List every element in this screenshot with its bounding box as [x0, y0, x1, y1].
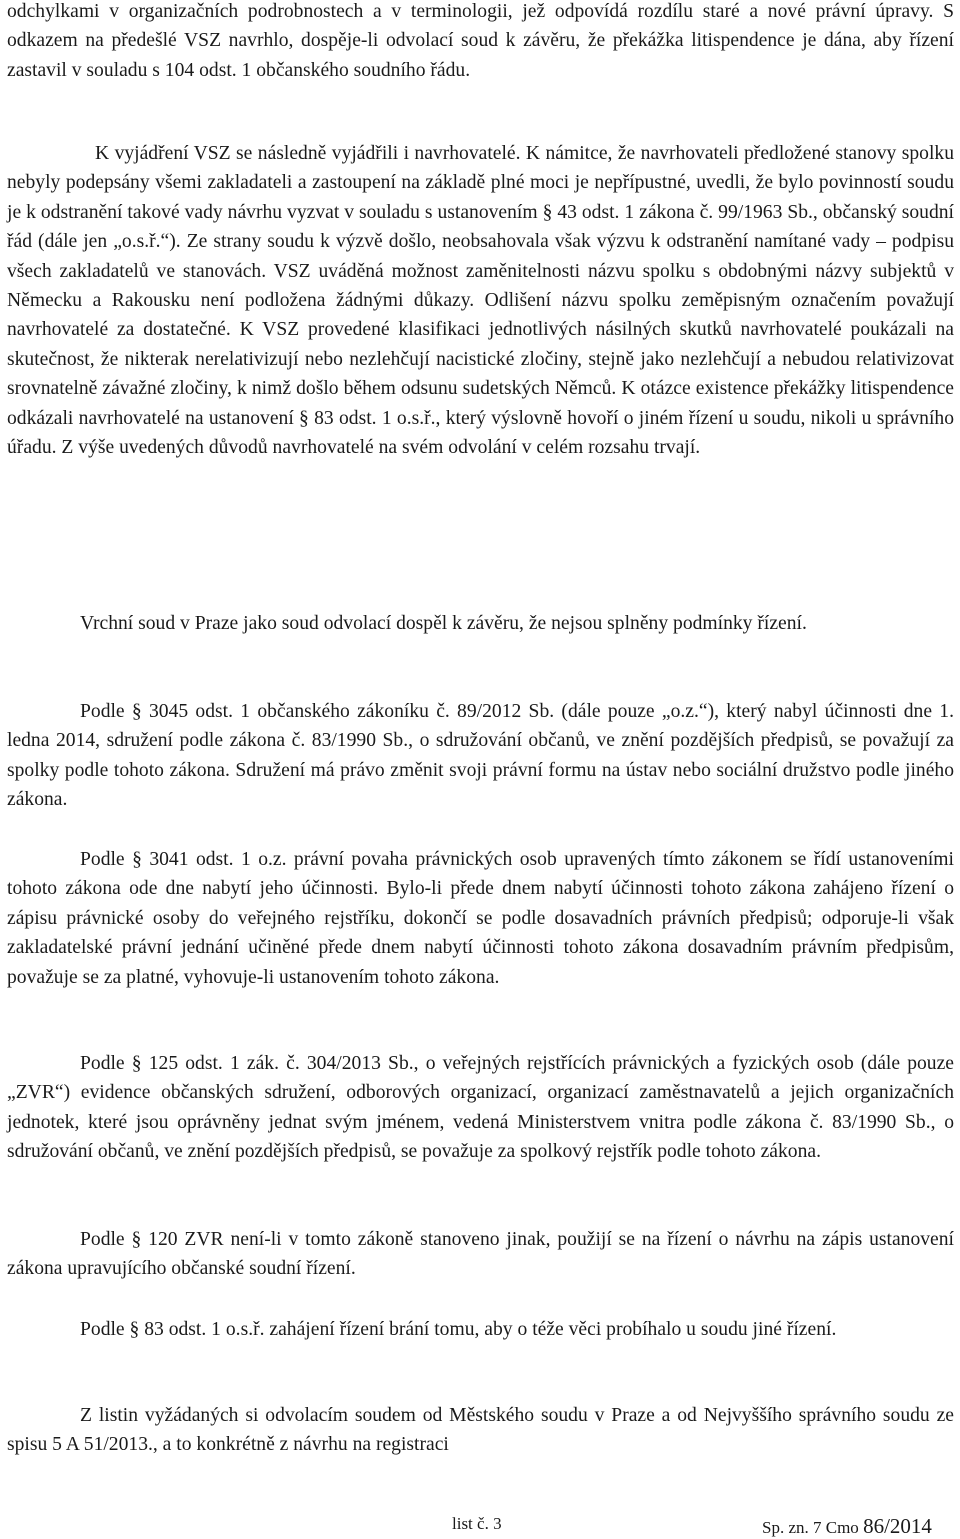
paragraph-par-125: Podle § 125 odst. 1 zák. č. 304/2013 Sb., o veřejných rejstřících právnických a fyzických osob (dále pouze „ZVR“) evidence občanských sdružení, odborových organizací, organizací zaměstnavatelů a jejich organizačních jednotek, které jsou oprávněny jednat svým jménem, vedená Ministerstvem vnitra podle zákona č. 83/1990 Sb., o sdružování občanů, ve znění pozdějších předpisů, se považuje za spolkový rejstřík podle tohoto zákona. — [7, 1053, 954, 1163]
paragraph-par-120: Podle § 120 ZVR není-li v tomto zákoně stanoveno jinak, použijí se na řízení o návrhu na zápis ustanovení zákona upravujícího občanské soudní řízení. — [7, 1229, 954, 1280]
paragraph-par-83: Podle § 83 odst. 1 o.s.ř. zahájení řízení brání tomu, aby o téže věci probíhalo u soudu jiné řízení. — [80, 1319, 837, 1340]
page-number: list č. 3 — [452, 1514, 502, 1533]
case-reference-prefix: Sp. zn. 7 Cmo — [762, 1518, 864, 1537]
paragraph-par-3041: Podle § 3041 odst. 1 o.z. právní povaha právnických osob upravených tímto zákonem se řídí ustanoveními tohoto zákona ode dne nabytí jeho účinnosti. Bylo-li přede dnem nabytí účinnosti tohoto zákona zahájeno řízení o zápisu právnické osoby do veřejného rejstříku, dokončí se podle dosavadních právních předpisů; odporuje-li však zakladatelské právní jednání učiněné přede dnem nabytí účinnosti tohoto zákona dosavadním právním předpisům, považuje se za platné, vyhovuje-li ustanovením tohoto zákona. — [7, 849, 954, 988]
paragraph-continuation: odchylkami v organizačních podrobnostech a v terminologii, jež odpovídá rozdílu staré a nové právní úpravy. S odkazem na předešlé VSZ navrhlo, dospěje-li odvolací soud k závěru, že překážka litispendence je dána, aby řízení zastavil v souladu s 104 odst. 1 občanského soudního řádu. — [7, 1, 954, 81]
paragraph-zaver-soudu: Vrchní soud v Praze jako soud odvolací dospěl k závěru, že nejsou splněny podmínky řízení. — [80, 613, 807, 634]
page-footer — [0, 1512, 960, 1538]
case-reference — [762, 1514, 932, 1539]
case-reference-number: 86/2014 — [863, 1514, 932, 1538]
paragraph-navrhovatele-vyjadreni: K vyjádření VSZ se následně vyjádřili i navrhovatelé. K námitce, že navrhovateli předložené stanovy spolku nebyly podepsány všemi zakladateli a zastoupení na základě plné moci je nepřípustné, uvedli, že bylo povinností soudu je k odstranění takové vady návrhu vyzvat v souladu s ustanovením § 43 odst. 1 zákona č. 99/1963 Sb., občanský soudní řád (dále jen „o.s.ř.“). Ze strany soudu k výzvě došlo, neobsahovala však výzvu k odstranění namítané vady – podpisu všech zakladatelů ve stanovách. VSZ uváděná možnost zaměnitelnosti názvu spolku s obdobnými názvy subjektů v Německu a Rakousku není podložena žádnými důkazy. Odlišení názvu spolku zeměpisným označením považují navrhovatelé za dostatečné. K VSZ provedené klasifikaci jednotlivých násilných skutků navrhovatelé poukázali na skutečnost, že nikterak nerelativizují nebo nezlehčují nacistické zločiny, stejně jako nezlehčují a nebudou relativizovat srovnatelně závažné zločiny, k nimž došlo během odsunu sudetských Němců. K otázce existence překážky litispendence odkázali navrhovatelé na ustanovení § 83 odst. 1 o.s.ř., který výslovně hovoří o jiném řízení u soudu, nikoli u správního úřadu. Z výše uvedených důvodů navrhovatelé na svém odvolání v celém rozsahu trvají. — [7, 143, 954, 459]
paragraph-par-3045: Podle § 3045 odst. 1 občanského zákoníku č. 89/2012 Sb. (dále pouze „o.z.“), který nabyl účinnosti dne 1. ledna 2014, sdružení podle zákona č. 83/1990 Sb., o sdružování občanů, ve znění pozdějších předpisů, se považují za spolky podle tohoto zákona. Sdružení má právo změnit svoji právní formu na ústav nebo sociální družstvo podle jiného zákona. — [7, 701, 954, 811]
paragraph-listiny: Z listin vyžádaných si odvolacím soudem od Městského soudu v Praze a od Nejvyššího správního soudu ze spisu 5 A 51/2013., a to konkrétně z návrhu na registraci — [7, 1405, 954, 1456]
